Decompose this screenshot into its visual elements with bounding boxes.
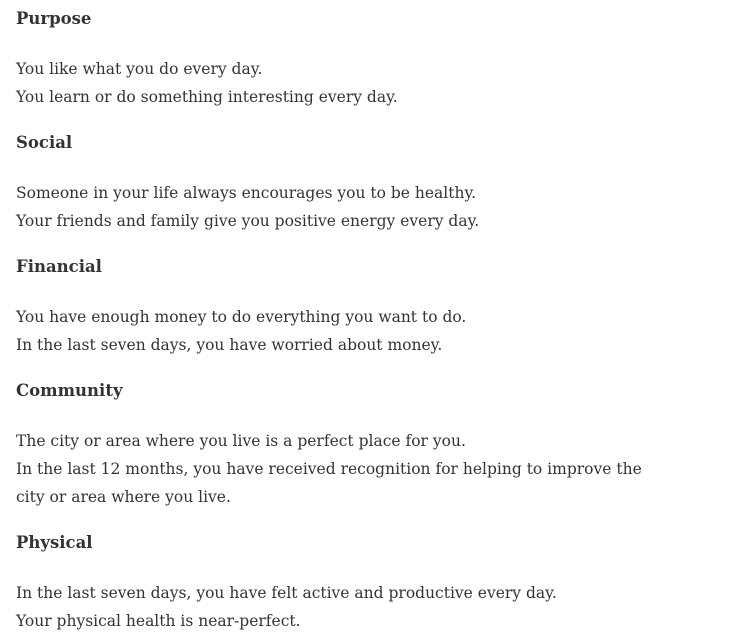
section-title-physical: Physical bbox=[16, 533, 93, 552]
section-social bbox=[16, 133, 716, 235]
section-title-community: Community bbox=[16, 381, 123, 400]
list-item: Someone in your life always encourages you to be healthy. bbox=[16, 184, 477, 202]
section-items bbox=[16, 303, 716, 359]
section-financial bbox=[16, 257, 716, 359]
list-item: Your friends and family give you positive energy every day. bbox=[16, 212, 480, 230]
list-item: You like what you do every day. bbox=[16, 60, 263, 78]
section-items bbox=[16, 55, 716, 111]
section-community bbox=[16, 381, 716, 511]
list-item: The city or area where you live is a perfect place for you. bbox=[16, 432, 466, 450]
section-physical bbox=[16, 533, 716, 635]
list-item: Your physical health is near-perfect. bbox=[16, 612, 301, 630]
section-title-financial: Financial bbox=[16, 257, 102, 276]
section-items bbox=[16, 427, 716, 511]
list-item: In the last seven days, you have felt active and productive every day. bbox=[16, 584, 557, 602]
list-item: In the last 12 months, you have received recognition for helping to improve the city or area where you live. bbox=[16, 460, 642, 506]
list-item: You learn or do something interesting every day. bbox=[16, 88, 398, 106]
list-item: You have enough money to do everything you want to do. bbox=[16, 308, 467, 326]
section-purpose bbox=[16, 9, 716, 111]
section-title-purpose: Purpose bbox=[16, 9, 92, 28]
section-items bbox=[16, 579, 716, 635]
section-items bbox=[16, 179, 716, 235]
list-item: In the last seven days, you have worried about money. bbox=[16, 336, 443, 354]
section-title-social: Social bbox=[16, 133, 73, 152]
